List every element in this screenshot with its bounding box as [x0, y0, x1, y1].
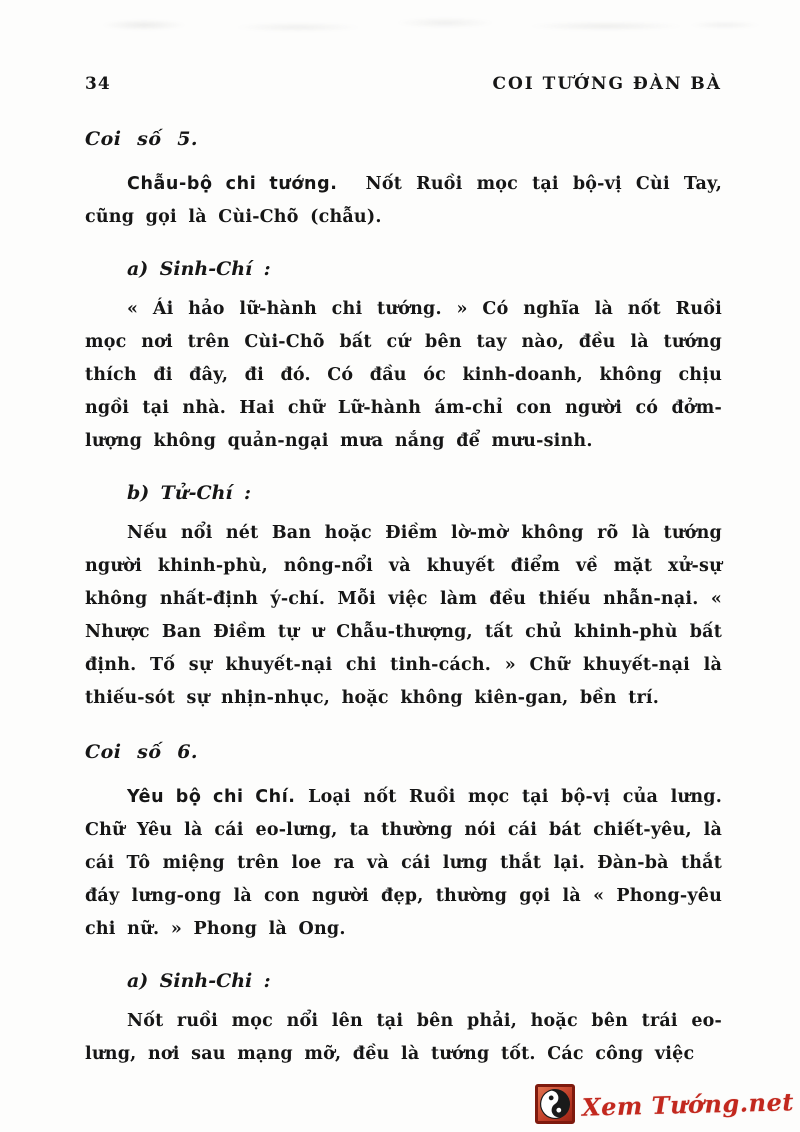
- section6-intro-lead: Yêu bộ chi Chí.: [127, 787, 296, 807]
- section5-sub-a-paragraph: « Ái hảo lữ-hành chi tướng. » Có nghĩa là nốt Ruồi mọc nơi trên Cùi-Chõ bất cứ bên tay nào, đều là tướng thích đi đây, đi đó. Có đầu óc kinh-doanh, không chịu ngồi tại nhà. Hai chữ Lữ-hành ám-chỉ con người có đởm-lượng không quản-ngại mưa nắng để mưu-sinh.: [85, 299, 722, 451]
- watermark-site-name: Xem Tướng.net: [581, 1086, 795, 1122]
- section6-sub-a-label: a) Sinh-Chi :: [127, 970, 271, 992]
- book-title: COI TƯỚNG ĐÀN BÀ: [492, 74, 722, 94]
- section5-sub-a-label: a) Sinh-Chí :: [127, 258, 271, 280]
- section5-heading: Coi số 5.: [85, 128, 199, 150]
- section6-heading: Coi số 6.: [85, 741, 199, 763]
- yin-yang-icon: [535, 1084, 575, 1124]
- section6-intro-rest: Loại nốt Ruồi mọc tại bộ-vị của lưng. Chữ Yêu là cái eo-lưng, ta thường nói cái bát chiết-yêu, là cái Tô miệng trên loe ra và cái lưng thắt lại. Đàn-bà thắt đáy lưng-ong là con người đẹp, thường gọi là « Phong-yêu chi nữ. » Phong là Ong.: [85, 787, 722, 939]
- section5-sub-b-paragraph: Nếu nổi nét Ban hoặc Điềm lờ-mờ không rõ là tướng người khinh-phù, nông-nổi và khuyết điểm về mặt xử-sự không nhất-định ý-chí. Mỗi việc làm đều thiếu nhẫn-nại. « Nhược Ban Điềm tự ư Chẫu-thượng, tất chủ khinh-phù bất định. Tố sự khuyết-nại chi tinh-cách. » Chữ khuyết-nại là thiếu-sót sự nhịn-nhục, hoặc không kiên-gan, bền trí.: [85, 523, 722, 708]
- section5-intro-paragraph: [85, 168, 722, 234]
- section5-sub-b-label: b) Tử-Chí :: [127, 482, 252, 504]
- section6-intro-paragraph: [85, 781, 722, 946]
- scan-artifact: [60, 14, 760, 36]
- page-header: [85, 74, 722, 94]
- section5-intro-lead: Chẫu-bộ chi tướng.: [127, 174, 338, 194]
- watermark-logo: [535, 1084, 794, 1124]
- section5-intro-rest: Nốt Ruồi mọc tại bộ-vị Cùi Tay, cũng gọi là Cùi-Chõ (chẫu).: [85, 174, 722, 227]
- page-number: 34: [85, 74, 111, 94]
- section6-sub-a-paragraph: Nốt ruồi mọc nổi lên tại bên phải, hoặc bên trái eo-lưng, nơi sau mạng mỡ, đều là tướng tốt. Các công việc: [85, 1011, 722, 1064]
